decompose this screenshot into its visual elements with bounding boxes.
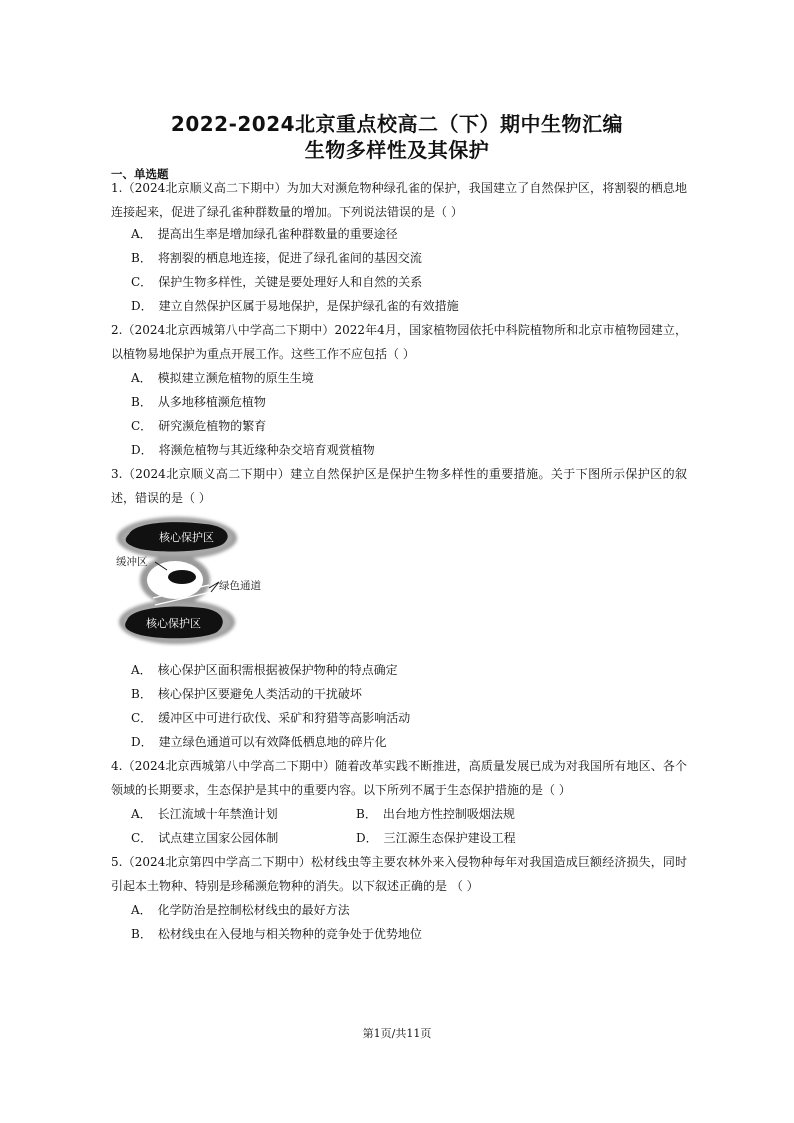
nature-reserve-diagram <box>115 512 285 647</box>
question-5-stem: 5.（2024北京第四中学高二下期中）松材线虫等主要农林外来入侵物种每年对我国造成巨额经济损失，同时引起本土物种、特别是珍稀濒危物种的消失。以下叙述正确的是 （ ） <box>111 855 687 893</box>
page-footer: 第1页/共11页 <box>362 1027 432 1040</box>
document-subtitle: 生物多样性及其保护 <box>304 138 490 162</box>
option-letter: B． <box>131 687 152 701</box>
question-4-option-b <box>356 802 515 826</box>
question-3-stem: 3.（2024北京顺义高二下期中）建立自然保护区是保护生物多样性的重要措施。关于下图所示保护区的叙述，错误的是（ ） <box>111 467 687 505</box>
option-text: 缓冲区中可进行砍伐、采矿和狩猎等高影响活动 <box>158 711 411 725</box>
option-letter: B． <box>356 807 377 821</box>
question-3-option-c <box>131 706 410 730</box>
question-4-option-a <box>131 802 278 826</box>
buffer-zone-label: 缓冲区 <box>116 556 148 568</box>
option-letter: D． <box>131 299 153 313</box>
question-5-option-a <box>131 898 350 922</box>
option-letter: A． <box>131 371 152 385</box>
section-heading: 一、单选题 <box>111 167 169 181</box>
option-letter: B． <box>131 395 152 409</box>
green-corridor-label: 绿色通道 <box>219 580 261 592</box>
option-text: 将割裂的栖息地连接，促进了绿孔雀间的基因交流 <box>157 251 422 265</box>
question-4-option-d <box>356 826 516 850</box>
option-letter: B． <box>131 251 152 265</box>
option-text: 三江源生态保护建设工程 <box>383 831 516 845</box>
option-text: 核心保护区面积需根据被保护物种的特点确定 <box>157 663 398 677</box>
option-text: 保护生物多样性，关键是要处理好人和自然的关系 <box>158 275 423 289</box>
core-zone-top-label: 核心保护区 <box>159 531 214 544</box>
question-5-option-b <box>131 922 422 946</box>
option-text: 研究濒危植物的繁育 <box>158 419 267 433</box>
option-text: 建立绿色通道可以有效降低栖息地的碎片化 <box>158 735 387 749</box>
option-text: 提高出生率是增加绿孔雀种群数量的重要途径 <box>157 227 398 241</box>
option-text: 核心保护区要避免人类活动的干扰破坏 <box>157 687 362 701</box>
option-letter: A． <box>131 227 152 241</box>
option-letter: A． <box>131 807 152 821</box>
option-letter: A． <box>131 663 152 677</box>
question-1-option-c <box>131 270 422 294</box>
option-letter: D． <box>131 443 153 457</box>
question-2-option-c <box>131 414 266 438</box>
option-text: 将濒危植物与其近缘种杂交培育观赏植物 <box>158 443 375 457</box>
question-1-option-a <box>131 222 398 246</box>
option-letter: C． <box>131 831 153 845</box>
question-3-option-a <box>131 658 398 682</box>
core-zone-bottom-label: 核心保护区 <box>146 617 201 630</box>
option-letter: D． <box>131 735 153 749</box>
core-zone-middle-shape <box>168 570 196 584</box>
option-text: 从多地移植濒危植物 <box>157 395 266 409</box>
question-1-option-b <box>131 246 422 270</box>
question-2-option-b <box>131 390 266 414</box>
question-3-option-b <box>131 682 362 706</box>
option-text: 化学防治是控制松材线虫的最好方法 <box>157 903 350 917</box>
option-letter: C． <box>131 711 153 725</box>
option-letter: D． <box>356 831 378 845</box>
option-letter: C． <box>131 275 153 289</box>
question-1-stem: 1.（2024北京顺义高二下期中）为加大对濒危物种绿孔雀的保护，我国建立了自然保护区，将割裂的栖息地连接起来，促进了绿孔雀种群数量的增加。下列说法错误的是（ ） <box>111 181 687 219</box>
option-text: 松材线虫在入侵地与相关物种的竞争处于优势地位 <box>157 927 422 941</box>
option-letter: A． <box>131 903 152 917</box>
question-2-option-d <box>131 438 375 462</box>
question-4-stem: 4.（2024北京西城第八中学高二下期中）随着改革实践不断推进，高质量发展已成为对我国所有地区、各个领域的长期要求，生态保护是其中的重要内容。以下所列不属于生态保护措施的是（ ） <box>111 759 687 797</box>
option-text: 长江流域十年禁渔计划 <box>157 807 278 821</box>
question-2-option-a <box>131 366 314 390</box>
question-4-option-c <box>131 826 278 850</box>
question-3-option-d <box>131 730 387 754</box>
option-letter: B． <box>131 927 152 941</box>
option-text: 建立自然保护区属于易地保护，是保护绿孔雀的有效措施 <box>158 299 459 313</box>
question-1-option-d <box>131 294 459 318</box>
question-2-stem: 2.（2024北京西城第八中学高二下期中）2022年4月，国家植物园依托中科院植物所和北京市植物园建立，以植物易地保护为重点开展工作。这些工作不应包括（ ） <box>111 323 687 361</box>
option-text: 试点建立国家公园体制 <box>158 831 279 845</box>
option-text: 模拟建立濒危植物的原生生境 <box>157 371 314 385</box>
document-title: 2022-2024北京重点校高二（下）期中生物汇编 <box>170 112 624 136</box>
option-text: 出台地方性控制吸烟法规 <box>382 807 515 821</box>
option-letter: C． <box>131 419 153 433</box>
